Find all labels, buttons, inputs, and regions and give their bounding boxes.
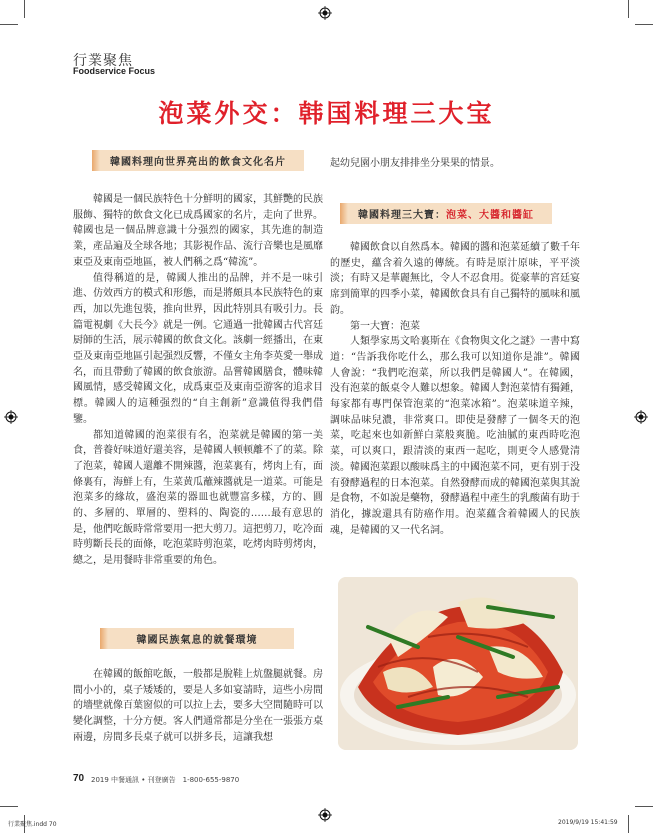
paragraph: 韓國飲食以自然爲本。韓國的醬和泡菜延續了數千年的歷史，蘊含着久遠的傳統。有時是原汁原味，平平淡淡；有時又是華麗無比，令人不忍食用。從豪華的宮廷宴席到簡單的四季小菜，韓國飲食具有自己獨特的風味和風韵。	[330, 242, 580, 316]
crop-mark	[0, 24, 18, 25]
registration-mark-icon	[318, 6, 332, 20]
article-title: 泡菜外交：韩国料理三大宝	[158, 99, 495, 128]
crop-mark	[0, 806, 18, 807]
kimchi-photo	[338, 577, 578, 750]
paragraph: 都知道韓國的泡菜很有名，泡菜就是韓國的第一美食，普養好味道好還美容，是韓國人顿顿離不了的菜。除了泡菜，韓國人還離不開辣醬，泡菜裏有，烤肉上有，面條裏有，海鮮上有，生菜黄瓜蘸辣醬就是一道菜。可能是泡菜多的緣故，盛泡菜的器皿也就豐富多樣，方的、圓的、多層的、單層的、塑料的、陶瓷的……最有意思的是，他們吃飯時常常要用一把大剪刀。這把剪刀，吃冷面時剪斷長長的面條，吃泡菜時剪泡菜，吃烤肉時剪烤肉，總之，是用餐時非常重要的角色。	[73, 429, 323, 567]
left-column-2	[73, 667, 323, 746]
crop-mark	[635, 24, 653, 25]
paragraph: 起幼兒園小朋友排排坐分果果的情景。	[330, 158, 500, 169]
banner-text-highlight: 泡菜、大醬和醬缸	[446, 210, 534, 221]
crop-mark	[628, 0, 629, 18]
section-banner-2	[340, 203, 552, 224]
file-slug: 行業聚焦.indd 70	[8, 821, 57, 828]
paragraph: 在韓國的飯館吃飯，一般都是脫鞋上炕盤腿就餐。房間小小的，桌子矮矮的，要是人多如宴請時，這些小房間的墻壁就像百葉窗似的可以拉上去，要多大空間隨時可以變化調整，十分方便。客人們通常都是分坐在一張張方桌兩邊，房間多長桌子就可以拼多長，這讓我想	[73, 669, 323, 743]
left-column-1	[73, 192, 323, 569]
crop-mark	[628, 815, 629, 833]
right-column-continuation	[330, 156, 580, 172]
registration-mark-icon	[634, 410, 648, 424]
registration-mark-icon	[318, 808, 332, 822]
section-label: 行業聚焦	[73, 53, 133, 69]
subheading: 第一大寶：泡菜	[350, 320, 420, 332]
page-number: 70	[73, 773, 85, 784]
section-banner-1	[92, 150, 304, 171]
print-timestamp: 2019/9/19 15:41:59	[558, 819, 618, 826]
paragraph: 韓國是一個民族特色十分鮮明的國家，其鮮艷的民族服飾、獨特的飲食文化已成爲國家的名片，走向了世界。韓國也是一個品牌意識十分强烈的國家，其先進的制造業，產品遍及全球各地；其影視作品、流行音樂也是風靡東亞及東南亞地區，被人們稱之爲“韓流”。	[73, 194, 323, 268]
paragraph: 值得稱道的是，韓國人推出的品牌，并不是一味引進、仿效西方的模式和形態，而是將頗具本民族特色的東西，加以先進包裝，推向世界，因此特別具有吸引力。長篇電視劇《大長今》就是一例。它通過一批韓國古代宮廷厨師的生活，展示韓國的飲食文化。該劇一經播出，在東亞及東南亞地區引起强烈反響，不僅女主角李英愛一舉成名，而且帶動了韓國的飲食旅游。品嘗韓國膳食，體味韓國風情，感受韓國文化，成爲東亞及東南亞游客的追求目標。韓國人的這種强烈的“自主創新”意識值得我們借鑒。	[73, 272, 323, 425]
right-column	[330, 240, 580, 538]
banner-text: 韓國料理向世界亮出的飲食文化名片	[110, 157, 286, 168]
registration-mark-icon	[4, 410, 18, 424]
publication-info: 2019 中餐通訊 • 刊登廣告 1-800-655-9870	[91, 776, 240, 784]
section-banner-3	[100, 628, 294, 649]
paragraph: 人類學家馬文哈裏斯在《食物與文化之謎》一書中寫道：“告訴我你吃什么，那么我可以知道你是誰”。韓國人會說：“我們吃泡菜，所以我們是韓國人”。在韓國，没有泡菜的飯桌令人難以想象。韓國人對泡菜情有獨鍾，每家都有專門保管泡菜的“泡菜冰箱”。泡菜味道辛辣，調味品味兒濃，非常爽口。即使是發酵了一個冬天的泡菜，吃起來也如新鮮白菜般爽脆。吃油膩的東西時吃泡菜，可以爽口，跟清淡的東西一起吃，則更令人感覺清淡。韓國泡菜跟以酸味爲主的中國泡菜不同，更有别于没有發酵過程的日本泡菜。自然發酵而成的韓國泡菜與其說是食物，不如說是藥物，發酵過程中產生的乳酸菌有助于消化，據說還具有防癌作用。泡菜蘊含着韓國人的民族魂，是韓國的又一代名詞。	[330, 336, 580, 536]
section-sublabel: Foodservice Focus	[73, 66, 156, 76]
banner-text: 韓國料理三大寶：	[358, 210, 446, 221]
banner-text: 韓國民族氣息的就餐環境	[136, 635, 258, 646]
crop-mark	[24, 0, 25, 18]
crop-mark	[635, 806, 653, 807]
